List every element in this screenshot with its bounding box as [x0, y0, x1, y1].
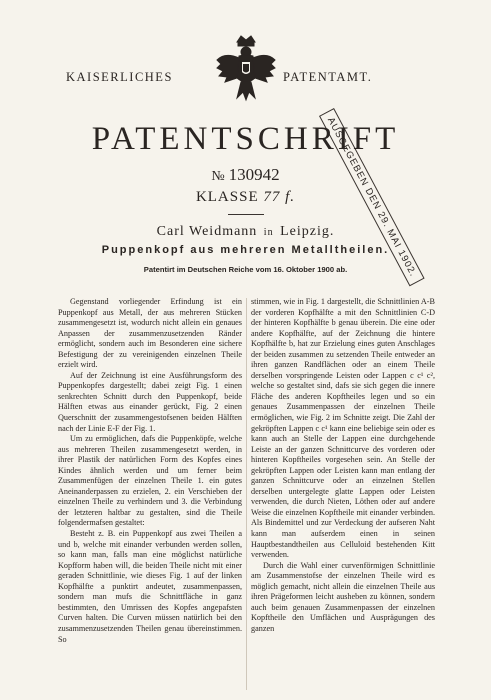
- patent-number: [0, 165, 491, 185]
- text-column-left: [58, 297, 242, 645]
- class-value: 77 f.: [263, 189, 296, 205]
- imperial-eagle-emblem: [215, 34, 277, 104]
- patent-date-line: Patentirt im Deutschen Reiche vom 16. Oktober 1900 ab.: [143, 265, 348, 274]
- paragraph: Um zu ermöglichen, dafs die Puppenköpfe, welche aus mehreren Theilen zusammengesetzt werden, in ihrer Plastik der natürlichen Form des Kopfes eines Kindes ähnlich werden und um ferner beim Zusammenfügen der einzelnen Theile 1. ein gutes Aneinanderpassen zu erzielen, 2. ein Verschieben der einzelnen Theile zu verhindern und 3. die Verbindung der letzteren haltbar zu gestalten, sind die Theile folgendermafsen gestaltet:: [58, 434, 242, 528]
- patent-subject: Puppenkopf aus mehreren Metalltheilen.: [101, 244, 390, 256]
- paragraph: Durch die Wahl einer curvenförmigen Schnittlinie am Zusammenstofse der einzelnen Theile wird es möglich gemacht, nicht allein die einzelnen Theile aus ihren Prägeformen leicht ausheben zu können, sondern auch beim genauen Zusammenpassen der einzelnen Kopftheile den Umflächen und Ausprägungen des ganzen: [251, 560, 435, 633]
- number-sign: №: [211, 169, 225, 184]
- inventor-line: [0, 224, 491, 240]
- masthead-right-text: PATENTAMT.: [283, 70, 373, 84]
- paragraph: stimmen, wie in Fig. 1 dargestellt, die Schnittlinien A-B der vorderen Kopfhälfte a mit den Schnittlinien C-D der hinteren Kopfhälfte b genau überein. Die eine oder andere Kopfhälfte, auf der Zeichnung die hintere Kopfhälfte b, hat zur Erzielung eines guten Anschlages der beiden zusammen zu setzenden Theile entweder an ihren ganzen Randflächen oder an einem Theile derselben vorspringende Leisten oder Lappen c c¹ c², welche so gestaltet sind, dafs sie sich gegen die innere Fläche des anderen Kopftheiles legen und so ein genaues Zusammenpassen der einzelnen Theile ermöglichen, wie Fig. 2 im Schnitte zeigt. Die Zahl der gekröpften Lappen c c¹ kann eine beliebige sein oder es kann auch an Stelle der Lappen eine durchgehende Leiste an der ganzen Schnittcurve des vorderen oder hinteren Kopftheiles vorgesehen sein. An Stelle der gekröpften Lappen oder Leisten kann man entlang der ganzen Schnittcurve oder an einzelnen Stellen derselben untergelegte glatte Lappen oder Leisten verwenden, die durch Nieten, Löthen oder auf andere Weise die einzelnen Kopftheile mit einander verbinden. Als Bindemittel und zur Verdeckung der aufseren Naht kann man aufserdem einen in seinen Hauptbestandtheilen aus Celluloid bestehenden Kitt verwenden.: [251, 297, 435, 560]
- paragraph: Gegenstand vorliegender Erfindung ist ein Puppenkopf aus Metall, der aus mehreren Stücken zusammengesetzt ist, wodurch nicht allein ein genaues Anpassen der zusammenzusetzenden Ränder ermöglicht, sondern auch im Besonderen eine sichere Befestigung der zu vereinigenden einzelnen Theile erzielt wird.: [58, 297, 242, 370]
- document-title: PATENTSCHRIFT: [91, 121, 400, 157]
- masthead-left-text: KAISERLICHES: [66, 70, 173, 84]
- class-label: KLASSE: [195, 189, 259, 205]
- inventor-city: Leipzig.: [280, 224, 335, 239]
- paragraph: Besteht z. B. ein Puppenkopf aus zwei Theilen a und b, welche mit einander verbunden werden sollen, so kann man, falls man eine möglichst natürliche Kopfform haben will, die beiden Theile nicht mit einer geraden Schnittlinie, wie dieses Fig. 1 auf der linken Kopfhälfte a punktirt andeutet, zusammenpassen, sondern man mufs die Schnittfläche in ganz bestimmten, den Umrissen des Kopfes angepafsten Curven halten. Die Curven müssen natürlich bei den zusammenzusetzenden Theilen genau übereinstimmen. So: [58, 529, 242, 644]
- inventor-in: in: [263, 227, 274, 238]
- patent-class: [0, 189, 491, 206]
- text-column-right: [251, 297, 435, 635]
- column-divider: [246, 298, 247, 690]
- inventor-name: Carl Weidmann: [156, 224, 258, 239]
- title-divider: [228, 214, 264, 215]
- patent-number-value: 130942: [228, 165, 280, 184]
- issue-date-stamp: AUSGEGEBEN DEN 29. MAI 1902.: [319, 108, 425, 286]
- paragraph: Auf der Zeichnung ist eine Ausführungsform des Puppenkopfes dargestellt; dabei zeigt Fig. 1 einen senkrechten Schnitt durch den Puppenkopf, beide Hälften etwas aus einander gerückt, Fig. 2 einen Querschnitt der zusammengestofsenen beiden Hälften nach der Linie E-F der Fig. 1.: [58, 370, 242, 433]
